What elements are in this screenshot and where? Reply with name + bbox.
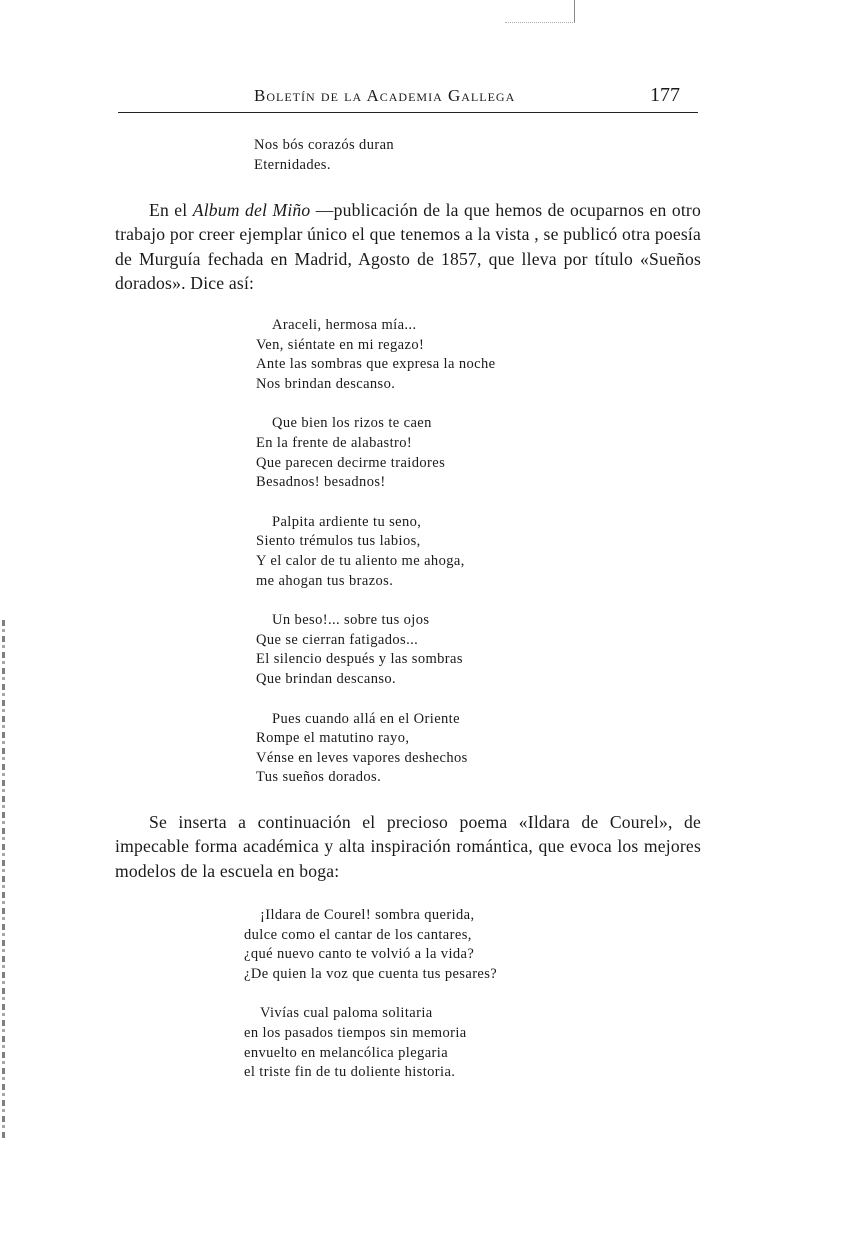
verse-line: Que brindan descanso. — [256, 670, 397, 687]
poem-ildara-de-courel — [244, 906, 497, 1103]
header-rule — [118, 112, 698, 113]
verse-line: Siento trémulos tus labios, — [256, 533, 421, 550]
paragraph-ildara-intro — [115, 810, 701, 883]
stanza — [256, 710, 495, 788]
verse-line: envuelto en melancólica plegaria — [244, 1044, 449, 1061]
verse-line: Que bien los rizos te caen — [272, 415, 432, 432]
verse-line: Eternidades. — [254, 156, 331, 173]
verse-line: ¡Ildara de Courel! sombra querida, — [260, 907, 475, 923]
verse-line: Nos brindan descanso. — [256, 375, 396, 392]
verse-line: Ven, siéntate en mi regazo! — [256, 336, 425, 353]
paragraph-text-start: En el — [149, 200, 193, 220]
page-number: 177 — [650, 84, 680, 106]
page-header — [118, 86, 698, 110]
stanza — [244, 906, 497, 984]
verse-line: En la frente de alabastro! — [256, 434, 413, 451]
stanza — [256, 414, 495, 492]
verse-line: en los pasados tiempos sin memoria — [244, 1024, 467, 1041]
paragraph-text — [115, 198, 701, 295]
verse-line: Araceli, hermosa mía... — [272, 317, 417, 333]
verse-line: ¿De quien la voz que cuenta tus pesares? — [244, 965, 498, 982]
verse-line: Pues cuando allá en el Oriente — [272, 710, 460, 727]
verse-line: El silencio después y las sombras — [256, 651, 463, 668]
scan-mark — [505, 4, 575, 23]
scan-edge-shadow — [2, 620, 5, 1140]
running-head: Boletín de la Academia Gallega — [254, 86, 516, 105]
verse-line: dulce como el cantar de los cantares, — [244, 926, 472, 943]
verse-line: Tus sueños dorados. — [256, 769, 382, 786]
verse-line: Vivías cual paloma solitaria — [260, 1005, 433, 1022]
verse-line: Rompe el matutino rayo, — [256, 730, 410, 747]
verse-line: Besadnos! besadnos! — [256, 474, 386, 491]
verse-line: ¿qué nuevo canto te volvió a la vida? — [244, 946, 475, 963]
verse-line: Nos bós corazós duran — [254, 137, 395, 153]
poem-suenos-dorados — [256, 316, 495, 808]
stanza — [244, 1004, 497, 1082]
verse-line: me ahogan tus brazos. — [256, 572, 394, 589]
paragraph-text: Se inserta a continuación el precioso poema «Ildara de Courel», de impecable forma académica y alta inspiración romántica, que evoca los mejores modelos de la escuela en boga: — [115, 812, 701, 881]
work-title-italic: Album del Miño — [192, 200, 311, 220]
verse-line: Ante las sombras que expresa la noche — [256, 356, 496, 373]
verse-line: Palpita ardiente tu seno, — [272, 513, 422, 530]
verse-line: Vénse en leves vapores deshechos — [256, 749, 468, 766]
paragraph-text-rest: —publicación de la que hemos de ocuparnos en otro trabajo por creer ejemplar único el que tenemos a la vista , se publicó otra poesía de Murguía fechada en Madrid, Agosto de 1857, que lleva por título «Sueños dorados». Dice así: — [115, 200, 701, 293]
verse-line: Y el calor de tu aliento me ahoga, — [256, 552, 465, 569]
verse-line: Que se cierran fatigados... — [256, 631, 419, 648]
verse-line: Que parecen decirme traidores — [256, 454, 446, 471]
verse-line: Un beso!... sobre tus ojos — [272, 612, 430, 629]
verse-line: el triste fin de tu doliente historia. — [244, 1064, 456, 1081]
stanza — [256, 513, 495, 591]
stanza — [256, 611, 495, 689]
paragraph-album-del-mino — [115, 198, 701, 295]
stanza — [256, 316, 495, 394]
verse-fragment — [254, 136, 394, 175]
